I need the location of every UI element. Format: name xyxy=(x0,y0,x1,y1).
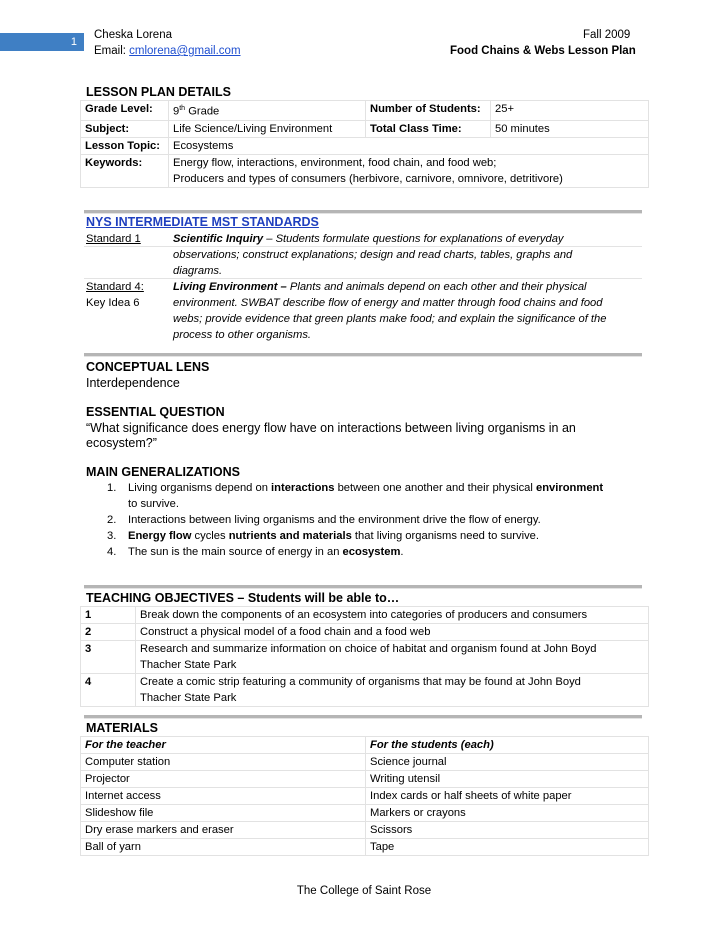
standards-heading: NYS INTERMEDIATE MST STANDARDS xyxy=(86,215,319,229)
table-row xyxy=(81,788,649,805)
objectives-heading: TEACHING OBJECTIVES – Students will be able to… xyxy=(86,591,400,605)
term: Fall 2009 xyxy=(583,29,631,41)
standard-4-text: Living Environment – Plants and animals depend on each other and their physical environment. SWBAT describe flow of energy and matter through food chains and food webs; provide evidence that green plants make food; and explain the significance of the process to other organisms. xyxy=(173,281,607,341)
table-row xyxy=(81,822,649,839)
details-heading: LESSON PLAN DETAILS xyxy=(86,85,231,99)
section-divider xyxy=(84,353,642,357)
plan-title: Food Chains & Webs Lesson Plan xyxy=(450,45,636,57)
objective-text: Break down the components of an ecosystem into categories of producers and consumers xyxy=(136,607,649,624)
row-divider xyxy=(84,278,642,279)
table-row xyxy=(81,839,649,856)
materials-table xyxy=(80,736,649,856)
objective-number: 1 xyxy=(81,607,136,624)
standard-1-text: Scientific Inquiry – Students formulate questions for explanations of everyday observations; construct explanations; design and read charts, tables, graphs and diagrams. xyxy=(173,233,573,277)
table-row xyxy=(81,624,649,641)
lens-heading: CONCEPTUAL LENS xyxy=(86,360,210,374)
teacher-material: Dry erase markers and eraser xyxy=(81,822,366,839)
question-heading: ESSENTIAL QUESTION xyxy=(86,405,225,419)
generalizations-heading: MAIN GENERALIZATIONS xyxy=(86,465,240,479)
standard-1-label: Standard 1 xyxy=(86,233,141,245)
students-column-header: For the students (each) xyxy=(366,737,649,754)
author-name: Cheska Lorena xyxy=(94,29,172,41)
objective-text: Research and summarize information on choice of habitat and organism found at John Boyd Thacher State Park xyxy=(136,641,649,674)
teacher-material: Internet access xyxy=(81,788,366,805)
teacher-material: Slideshow file xyxy=(81,805,366,822)
keywords-label: Keywords: xyxy=(81,154,169,187)
teacher-material: Computer station xyxy=(81,754,366,771)
students-label: Number of Students: xyxy=(366,101,491,121)
grade-label: Grade Level: xyxy=(81,101,169,121)
table-row xyxy=(81,674,649,707)
table-row xyxy=(81,737,649,754)
table-row xyxy=(81,771,649,788)
objective-text: Construct a physical model of a food chain and a food web xyxy=(136,624,649,641)
generalization-2-number: 2. xyxy=(107,514,117,526)
standard-4-label: Standard 4: Key Idea 6 xyxy=(86,281,144,309)
teacher-material: Ball of yarn xyxy=(81,839,366,856)
students-value: 25+ xyxy=(491,101,649,121)
objective-text: Create a comic strip featuring a community of organisms that may be found at John Boyd Thacher State Park xyxy=(136,674,649,707)
topic-label: Lesson Topic: xyxy=(81,137,169,154)
footer-text: The College of Saint Rose xyxy=(296,885,432,897)
row-divider xyxy=(84,246,642,247)
keywords-value: Energy flow, interactions, environment, food chain, and food web; Producers and types of consumers (herbivore, carnivore, omnivore, detritivore) xyxy=(169,154,649,187)
student-material: Writing utensil xyxy=(366,771,649,788)
email-label: Email: xyxy=(94,45,126,57)
details-table xyxy=(80,100,649,188)
lens-value: Interdependence xyxy=(86,376,180,390)
grade-value: 9th Grade xyxy=(169,101,366,121)
section-divider xyxy=(84,210,642,214)
objectives-table xyxy=(80,606,649,707)
student-material: Scissors xyxy=(366,822,649,839)
student-material: Science journal xyxy=(366,754,649,771)
student-material: Tape xyxy=(366,839,649,856)
student-material: Index cards or half sheets of white paper xyxy=(366,788,649,805)
section-divider xyxy=(84,585,642,589)
teacher-material: Projector xyxy=(81,771,366,788)
question-text: “What significance does energy flow have on interactions between living organisms in an ecosystem?” xyxy=(86,421,576,450)
generalization-3: Energy flow cycles nutrients and materials that living organisms need to survive. xyxy=(128,530,540,542)
page-number: 1 xyxy=(0,33,84,51)
section-divider xyxy=(84,715,642,719)
generalization-2: Interactions between living organisms and the environment drive the flow of energy. xyxy=(128,514,541,526)
email-link[interactable]: cmlorena@gmail.com xyxy=(129,45,241,57)
table-row xyxy=(81,805,649,822)
materials-heading: MATERIALS xyxy=(86,721,158,735)
subject-label: Subject: xyxy=(81,120,169,137)
time-label: Total Class Time: xyxy=(366,120,491,137)
time-value: 50 minutes xyxy=(491,120,649,137)
email-line xyxy=(94,43,241,59)
table-row xyxy=(81,641,649,674)
objective-number: 3 xyxy=(81,641,136,674)
generalization-1: Living organisms depend on interactions between one another and their physical environment to survive. xyxy=(128,482,604,510)
generalization-1-number: 1. xyxy=(107,482,117,494)
student-material: Markers or crayons xyxy=(366,805,649,822)
topic-value: Ecosystems xyxy=(169,137,649,154)
generalization-3-number: 3. xyxy=(107,530,117,542)
generalization-4: The sun is the main source of energy in an ecosystem. xyxy=(128,546,404,558)
objective-number: 4 xyxy=(81,674,136,707)
objective-number: 2 xyxy=(81,624,136,641)
subject-value: Life Science/Living Environment xyxy=(169,120,366,137)
generalization-4-number: 4. xyxy=(107,546,117,558)
table-row xyxy=(81,754,649,771)
teacher-column-header: For the teacher xyxy=(81,737,366,754)
table-row xyxy=(81,607,649,624)
